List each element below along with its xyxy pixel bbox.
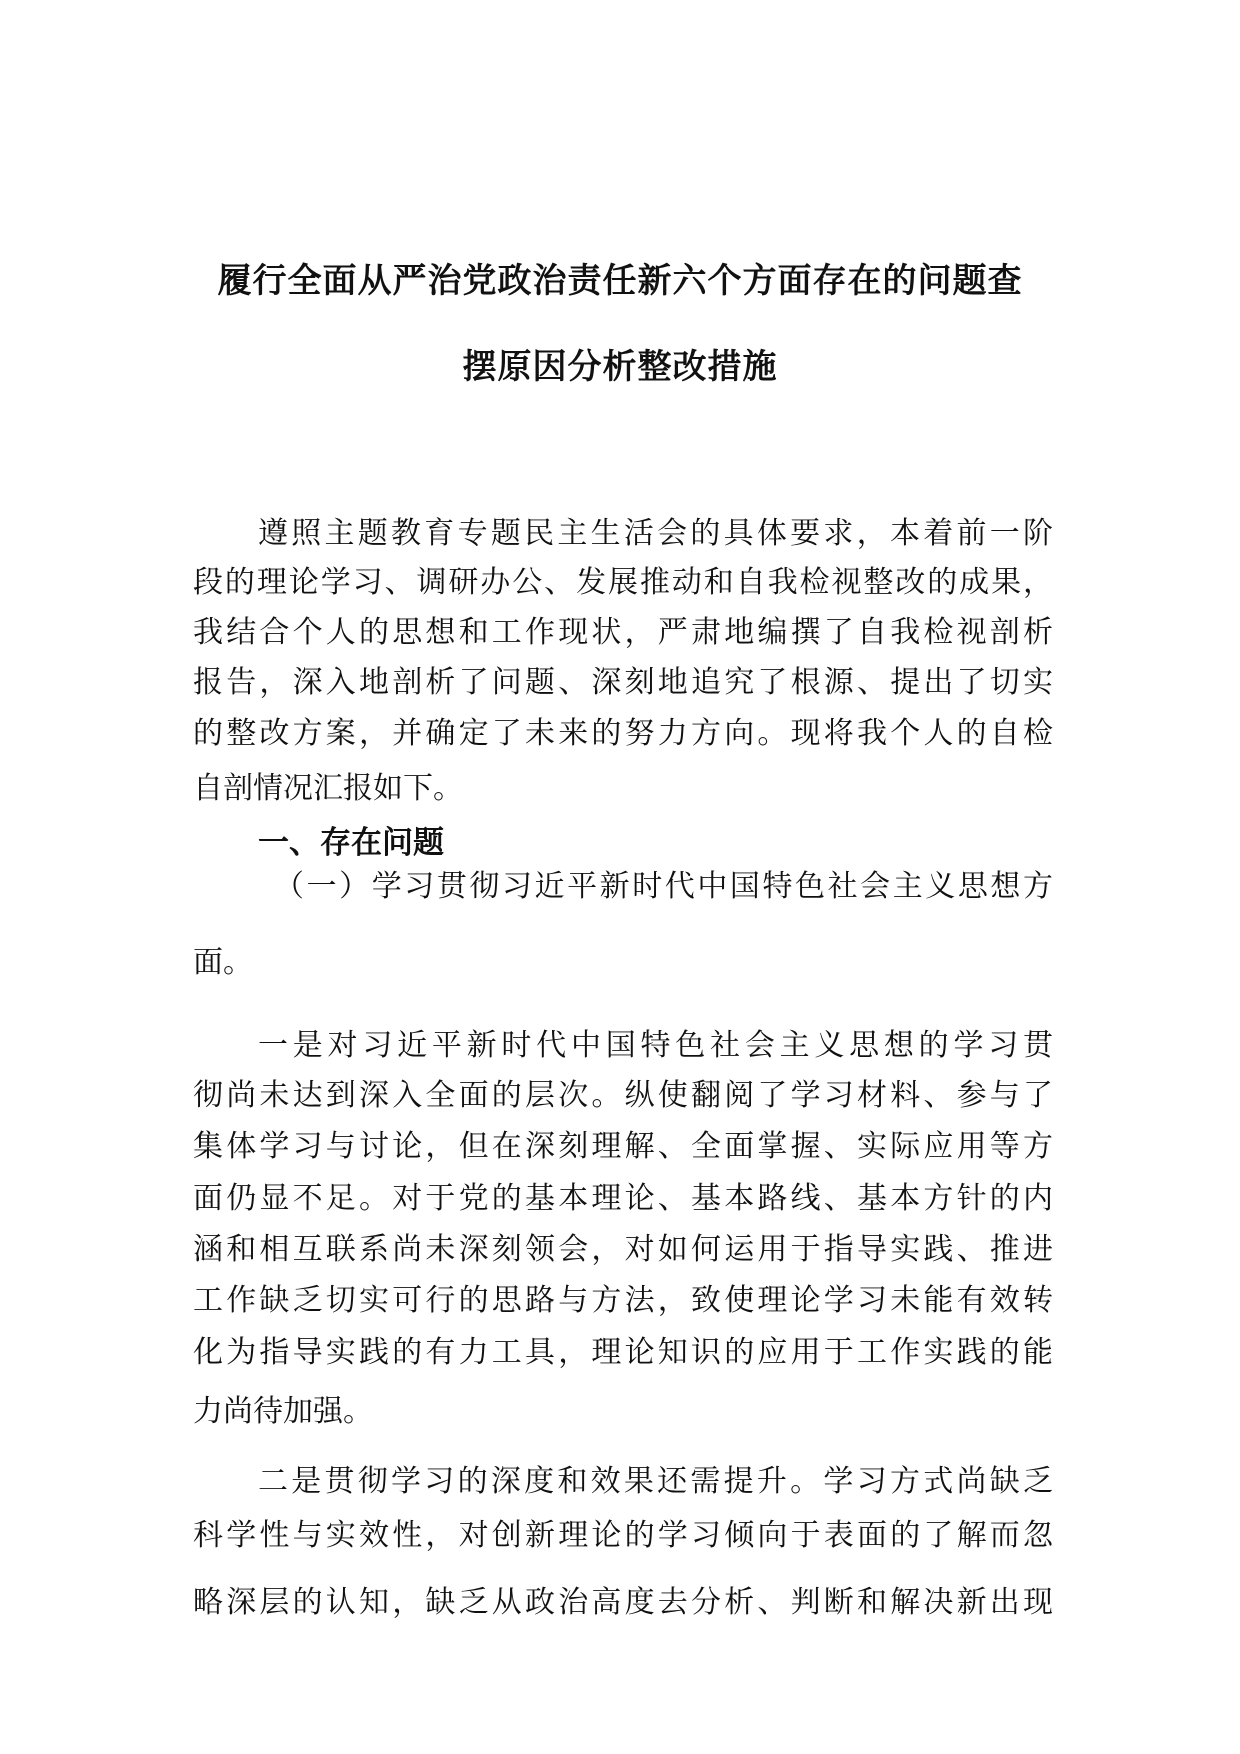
para2-line-3: 略深层的认知，缺乏从政治高度去分析、判断和解决新出现 — [193, 1585, 1053, 1620]
intro-line-4: 报告，深入地剖析了问题、深刻地追究了根源、提出了切实 — [193, 665, 1053, 700]
intro-line-6: 自剖情况汇报如下。 — [193, 771, 463, 806]
document-title-line-2: 摆原因分析整改措施 — [462, 347, 778, 387]
document-title-line-1: 履行全面从严治党政治责任新六个方面存在的问题查 — [217, 261, 1023, 301]
para1-line-4: 面仍显不足。对于党的基本理论、基本路线、基本方针的内 — [193, 1181, 1053, 1216]
para2-line-1: 二是贯彻学习的深度和效果还需提升。学习方式尚缺乏 — [258, 1464, 1053, 1499]
para1-line-1: 一是对习近平新时代中国特色社会主义思想的学习贯 — [258, 1028, 1053, 1063]
para1-line-3: 集体学习与讨论，但在深刻理解、全面掌握、实际应用等方 — [193, 1129, 1053, 1164]
para1-line-7: 化为指导实践的有力工具，理论知识的应用于工作实践的能 — [193, 1335, 1053, 1370]
subheading-1-line-2: 面。 — [193, 945, 253, 980]
intro-line-1: 遵照主题教育专题民主生活会的具体要求，本着前一阶 — [258, 516, 1053, 551]
para1-line-6: 工作缺乏切实可行的思路与方法，致使理论学习未能有效转 — [193, 1283, 1053, 1318]
para1-line-8: 力尚待加强。 — [193, 1394, 373, 1429]
para1-line-5: 涵和相互联系尚未深刻领会，对如何运用于指导实践、推进 — [193, 1232, 1053, 1267]
para2-line-2: 科学性与实效性，对创新理论的学习倾向于表面的了解而忽 — [193, 1518, 1053, 1553]
intro-line-2: 段的理论学习、调研办公、发展推动和自我检视整改的成果， — [193, 565, 1053, 600]
para1-line-2: 彻尚未达到深入全面的层次。纵使翻阅了学习材料、参与了 — [193, 1078, 1053, 1113]
intro-line-5: 的整改方案，并确定了未来的努力方向。现将我个人的自检 — [193, 716, 1053, 751]
section-heading-problems: 一、存在问题 — [258, 825, 444, 861]
intro-line-3: 我结合个人的思想和工作现状，严肃地编撰了自我检视剖析 — [193, 615, 1053, 650]
subheading-1-line-1: （一）学习贯彻习近平新时代中国特色社会主义思想方 — [274, 869, 1053, 904]
